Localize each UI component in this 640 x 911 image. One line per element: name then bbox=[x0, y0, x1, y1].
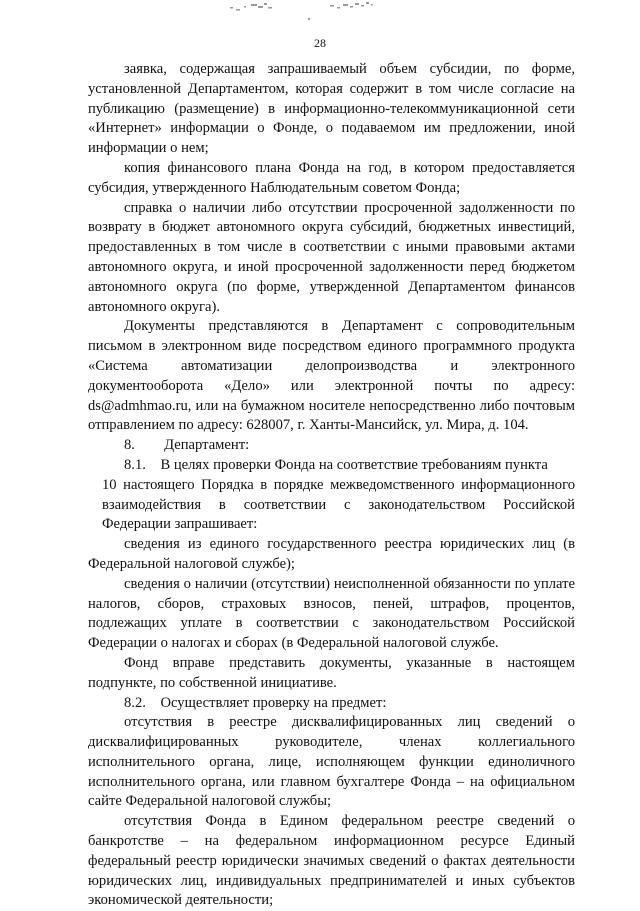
paragraph-financial-plan: копия финансового плана Фонда на год, в котором предоставляется субсидия, утвержденного Наблюдательным советом Фонда; bbox=[88, 159, 575, 196]
clause-8-heading: 8. Департамент: bbox=[124, 437, 250, 454]
scan-artifact-marks bbox=[220, 0, 390, 22]
paragraph-egrul-request: сведения из единого государственного реестра юридических лиц (в Федеральной налоговой службе); bbox=[88, 536, 575, 572]
document-body bbox=[88, 60, 575, 911]
clause-8-1-first-line: 8.1. В целях проверки Фонда на соответствие требованиям пункта bbox=[124, 456, 548, 473]
paragraph-bankruptcy-register: отсутствия Фонда в Едином федеральном реестре сведений о банкротстве – на федеральном информационном ресурсе Единый федеральный реестр юридически значимых сведений о фактах деятельности юридических лиц, индивидуальных предпринимателей и иных субъектов экономической деятельности; bbox=[88, 813, 575, 909]
page-number: 28 bbox=[314, 36, 326, 50]
paragraph-debt-certificate: справка о наличии либо отсутствии просроченной задолженности по возврату в бюджет автономного округа субсидий, бюджетных инвестиций, предоставленных в том числе в соответствии с иными правовыми актами автономного округа, и иной просроченной задолженности перед бюджетом автономного округа (по форме, утвержденной Департаментом финансов автономного округа). bbox=[88, 199, 575, 315]
paragraph-application: заявка, содержащая запрашиваемый объем субсидии, по форме, установленной Департаментом, которая содержит в том числе согласие на публикацию (размещение) в информационно-телекоммуникационной сети «Интернет» информации о Фонде, о подаваемом им предложении, иной информации о нем; bbox=[88, 61, 575, 157]
paragraph-tax-obligation-request: сведения о наличии (отсутствии) неисполненной обязанности по уплате налогов, сборов, страховых взносов, пеней, штрафов, процентов, подлежащих уплате в соответствии с законодательством Российской Федерации о налогах и сборах (в Федеральной налоговой службе. bbox=[88, 575, 575, 652]
paragraph-document-submission: Документы представляются в Департамент с сопроводительным письмом в электронном виде посредством единого программного продукта «Система автоматизации делопроизводства и электронного документооборота «Дело» или электронной почты по адресу: ds@admhmao.ru, или на бумажном носителе непосредственно либо почтовым отправлением по адресу: 628007, г. Ханты-Мансийск, ул. Мира, д. 104. bbox=[88, 318, 575, 434]
clause-8-1-continuation: 10 настоящего Порядка в порядке межведомственного информационного взаимодействия в соответствии с законодательством Российской Федерации запрашивает: bbox=[102, 476, 575, 533]
paragraph-disqualified-persons: отсутствия в реестре дисквалифицированных лиц сведений о дисквалифицированных руководителе, членах коллегиального исполнительного органа, лице, исполняющем функции единоличного исполнительного органа, или главном бухгалтере Фонда – на официальном сайте Федеральной налоговой службы; bbox=[88, 714, 575, 810]
paragraph-own-initiative: Фонд вправе представить документы, указанные в настоящем подпункте, по собственной инициативе. bbox=[88, 654, 575, 691]
clause-8-2-heading: 8.2. Осуществляет проверку на предмет: bbox=[124, 694, 387, 711]
